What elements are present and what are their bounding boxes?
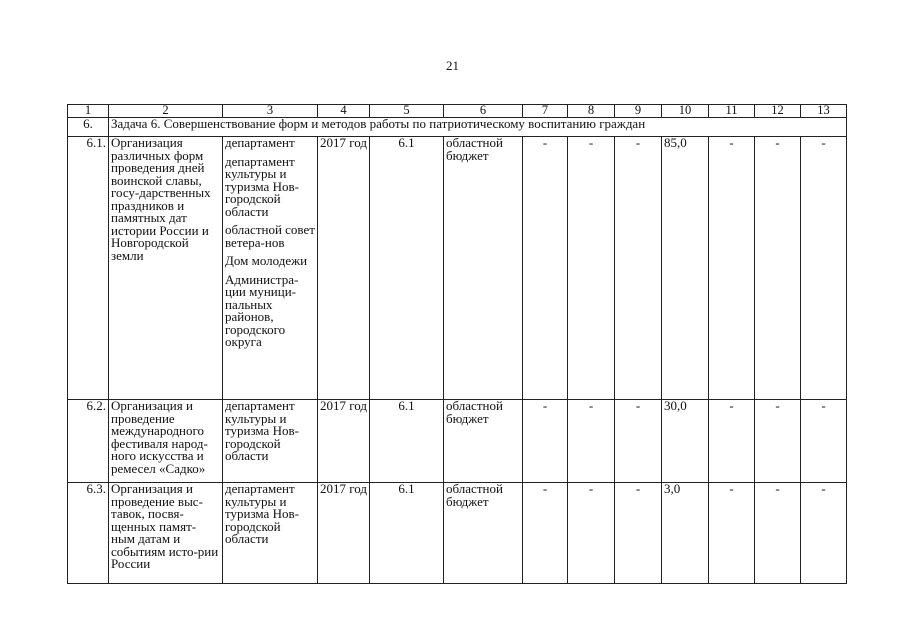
value-col-9: - [615,483,662,584]
executor: областной совет ветера-нов [225,222,315,250]
activity-name: Организация и проведение выс-тавок, посвя-щенных памят-ным датам и событиям исто-рии России [109,483,223,584]
executors-cell [223,137,318,400]
term-cell: 2017 год [318,400,370,483]
activities-table [67,104,847,584]
table-row [68,483,847,584]
value-col-7: - [523,483,568,584]
table-row [68,400,847,483]
row-number: 6.3. [68,483,109,584]
value-col-8: - [568,137,615,400]
executor: департамент [225,135,295,150]
funding-source-cell: областной бюджет [444,400,523,483]
col-header-12: 12 [755,105,801,118]
col-header-4: 4 [318,105,370,118]
term-cell: 2017 год [318,483,370,584]
executors-cell [223,400,318,483]
value-col-8: - [568,483,615,584]
col-header-5: 5 [370,105,444,118]
executors-cell [223,483,318,584]
executor: департамент культуры и туризма Нов-городской области [225,153,299,219]
value-col-10: 30,0 [662,400,709,483]
value-col-13: - [801,137,847,400]
value-col-10: 85,0 [662,137,709,400]
executor: департамент культуры и туризма Нов-городской области [225,398,299,463]
funding-source-cell: областной бюджет [444,483,523,584]
value-col-10: 3,0 [662,483,709,584]
col-header-11: 11 [709,105,755,118]
col-header-2: 2 [109,105,223,118]
code-cell: 6.1 [370,400,444,483]
row-number: 6.1. [68,137,109,400]
col-header-9: 9 [615,105,662,118]
task-title: Задача 6. Совершенствование форм и методов работы по патриотическому воспитанию граждан [109,118,847,137]
page-number: 21 [446,58,459,73]
activity-name: Организация различных форм проведения дней воинской славы, госу-дарственных праздников и памятных дат истории России и Новгородской земли [109,137,223,400]
col-header-7: 7 [523,105,568,118]
value-col-9: - [615,400,662,483]
value-col-7: - [523,137,568,400]
task-number: 6. [68,118,109,137]
code-cell: 6.1 [370,137,444,400]
funding-source-cell: областной бюджет [444,137,523,400]
col-header-10: 10 [662,105,709,118]
value-col-11: - [709,137,755,400]
table-row [68,137,847,400]
value-col-12: - [755,483,801,584]
col-header-1: 1 [68,105,109,118]
value-col-7: - [523,400,568,483]
value-col-8: - [568,400,615,483]
value-col-13: - [801,483,847,584]
value-col-11: - [709,400,755,483]
executor: департамент культуры и туризма Нов-городской области [225,481,299,546]
col-header-3: 3 [223,105,318,118]
term-cell: 2017 год [318,137,370,400]
col-header-13: 13 [801,105,847,118]
value-col-13: - [801,400,847,483]
activity-name: Организация и проведение международного фестиваля народ-ного искусства и ремесел «Садко» [109,400,223,483]
task-row [68,118,847,137]
value-col-12: - [755,400,801,483]
row-number: 6.2. [68,400,109,483]
executor: Администра-ции муници-пальных районов, городского округа [225,271,299,349]
col-header-8: 8 [568,105,615,118]
code-cell: 6.1 [370,483,444,584]
value-col-11: - [709,483,755,584]
executor: Дом молодежи [225,253,308,268]
value-col-12: - [755,137,801,400]
col-header-6: 6 [444,105,523,118]
value-col-9: - [615,137,662,400]
